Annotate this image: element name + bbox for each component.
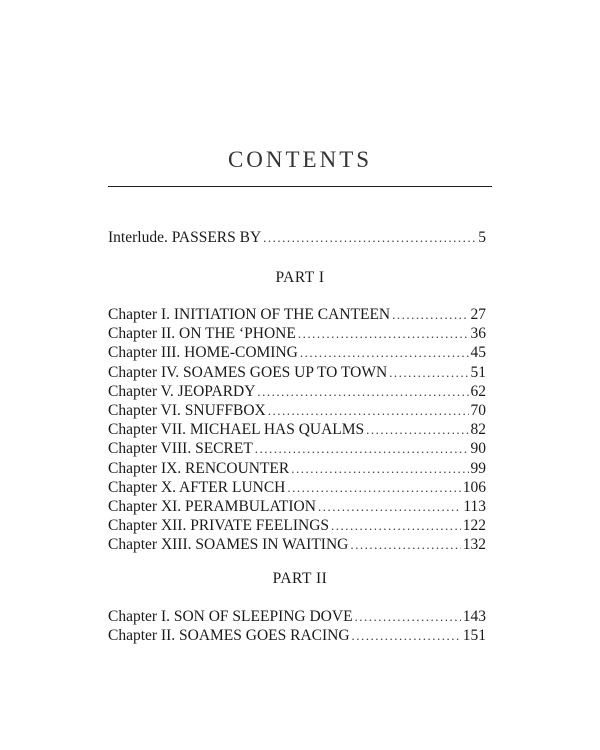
- dot-leader: [263, 228, 476, 247]
- part-2-heading: PART II: [272, 570, 328, 587]
- dot-leader: [366, 420, 468, 439]
- dot-leader: [392, 305, 468, 324]
- toc-entry[interactable]: [108, 607, 486, 626]
- toc-entry[interactable]: [108, 497, 486, 516]
- toc-entry-label: Chapter VII. MICHAEL HAS QUALMS: [108, 421, 365, 439]
- title-rule: [108, 186, 492, 187]
- toc-entry-page: 27: [470, 306, 486, 323]
- toc-entry-label: Chapter V. JEOPARDY: [108, 382, 256, 400]
- toc-entry[interactable]: [108, 382, 486, 401]
- toc-entry-page: 5: [478, 229, 486, 246]
- toc-entry-label: Chapter XI. PERAMBULATION: [108, 497, 316, 515]
- dot-leader: [318, 497, 461, 516]
- toc-entry-label: Chapter II. SOAMES GOES RACING: [108, 627, 350, 645]
- toc-entry-label: Chapter XII. PRIVATE FEELINGS: [108, 517, 330, 535]
- toc-entry-page: 45: [470, 344, 486, 362]
- toc-entry-page: 51: [470, 363, 486, 381]
- toc-entry-interlude[interactable]: [108, 228, 486, 247]
- toc-entry-label: Chapter VI. SNUFFBOX: [108, 401, 266, 419]
- toc-entry-label: Chapter XIII. SOAMES IN WAITING: [108, 536, 349, 554]
- toc-entry-label: Chapter X. AFTER LUNCH: [108, 478, 286, 496]
- dot-leader: [268, 401, 469, 420]
- toc-entry-page: 99: [470, 459, 486, 477]
- part-2-chapter-list: [108, 607, 486, 645]
- toc-entry-page: 62: [470, 382, 486, 400]
- toc-entry-label: Chapter IV. SOAMES GOES UP TO TOWN: [108, 363, 388, 381]
- toc-entry[interactable]: [108, 516, 486, 535]
- part-1-heading: PART I: [275, 269, 325, 286]
- toc-entry-label: Chapter VIII. SECRET: [108, 440, 253, 458]
- dot-leader: [255, 439, 469, 458]
- toc-entry[interactable]: [108, 401, 486, 420]
- toc-entry-label: Chapter I. INITIATION OF THE CANTEEN: [108, 306, 391, 323]
- toc-entry-label: Chapter II. ON THE ‘PHONE: [108, 325, 296, 343]
- interlude-entry-block: [108, 228, 486, 247]
- toc-entry-page: 132: [462, 536, 486, 554]
- dot-leader: [355, 607, 461, 626]
- toc-entry-page: 122: [462, 517, 486, 535]
- toc-entry[interactable]: [108, 478, 486, 497]
- toc-entry-label: Chapter IX. RENCOUNTER: [108, 459, 290, 477]
- toc-entry[interactable]: [108, 305, 486, 324]
- toc-entry-page: 70: [470, 401, 486, 419]
- dot-leader: [257, 382, 468, 401]
- toc-entry-page: 143: [462, 608, 486, 625]
- toc-entry[interactable]: [108, 626, 486, 645]
- dot-leader: [389, 363, 468, 382]
- toc-entry[interactable]: [108, 420, 486, 439]
- toc-entry[interactable]: [108, 363, 486, 382]
- toc-entry[interactable]: [108, 535, 486, 554]
- toc-entry-label: Chapter III. HOME-COMING: [108, 344, 298, 362]
- dot-leader: [352, 626, 461, 645]
- toc-entry[interactable]: [108, 324, 486, 343]
- toc-entry-page: 113: [463, 497, 486, 515]
- dot-leader: [298, 324, 469, 343]
- toc-entry[interactable]: [108, 343, 486, 362]
- page-title: CONTENTS: [227, 147, 373, 172]
- toc-entry-page: 36: [470, 325, 486, 343]
- dot-leader: [300, 343, 469, 362]
- dot-leader: [291, 459, 468, 478]
- dot-leader: [331, 516, 461, 535]
- toc-entry-page: 90: [470, 440, 486, 458]
- dot-leader: [350, 535, 460, 554]
- toc-entry-label: Interlude. PASSERS BY: [108, 229, 262, 246]
- toc-entry-page: 151: [462, 627, 486, 645]
- toc-entry-page: 82: [470, 421, 486, 439]
- toc-entry[interactable]: [108, 439, 486, 458]
- dot-leader: [287, 478, 460, 497]
- part-1-chapter-list: [108, 305, 486, 554]
- toc-entry[interactable]: [108, 459, 486, 478]
- toc-entry-label: Chapter I. SON OF SLEEPING DOVE: [108, 608, 353, 625]
- toc-entry-page: 106: [462, 478, 486, 496]
